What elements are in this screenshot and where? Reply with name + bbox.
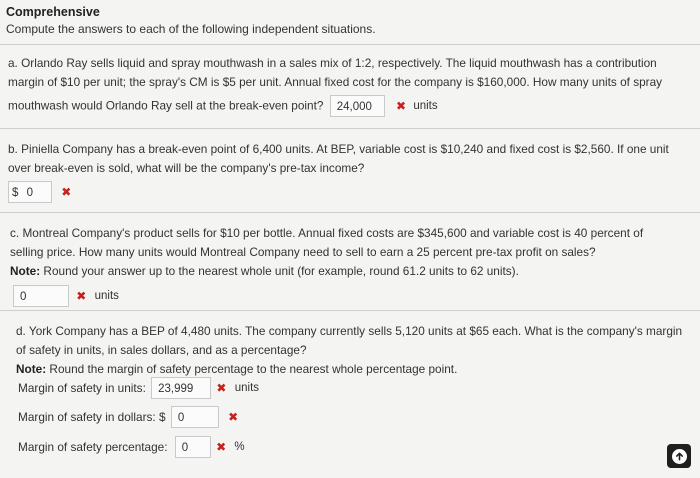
question-d-line: d. York Company has a BEP of 4,480 units. The company currently sells 5,120 units at $65 each. What is the company's margin <box>16 324 683 338</box>
question-c-answer-input[interactable]: 0 <box>13 285 69 307</box>
instructions-text: Compute the answers to each of the following independent situations. <box>6 22 376 36</box>
question-c-line: selling price. How many units would Montreal Company need to sell to earn a 25 percent pre-tax profit on sales? <box>10 245 596 259</box>
margin-units-label: Margin of safety in units: <box>18 381 146 395</box>
question-b-line: b. Piniella Company has a break-even point of 6,400 units. At BEP, variable cost is $10,240 and fixed cost is $2,560. If one unit <box>8 142 669 156</box>
question-a <box>8 54 662 117</box>
section-heading: Comprehensive <box>6 5 100 19</box>
question-a-answer-input[interactable]: 24,000 <box>330 95 385 117</box>
note-label: Note: <box>16 362 47 376</box>
question-d <box>16 322 682 379</box>
divider <box>0 310 700 311</box>
question-c-unit: units <box>94 289 119 302</box>
x-icon: ✖ <box>216 440 227 454</box>
question-d-line: of safety in units, in sales dollars, and as a percentage? <box>16 343 307 357</box>
question-c <box>10 224 643 307</box>
dollar-prefix: $ <box>12 187 19 199</box>
x-icon: ✖ <box>395 98 407 113</box>
divider <box>0 44 700 45</box>
margin-dollars-label: Margin of safety in dollars: $ <box>18 410 166 424</box>
question-b-answer-value: 0 <box>26 187 34 199</box>
arrow-up-icon <box>672 449 687 464</box>
x-icon: ✖ <box>216 381 227 395</box>
scroll-to-top-button[interactable] <box>667 444 691 468</box>
question-c-note <box>10 262 643 281</box>
divider <box>0 212 700 213</box>
question-a-unit: units <box>413 99 438 112</box>
question-b <box>8 140 669 203</box>
margin-dollars-row <box>18 406 238 428</box>
question-a-line: mouthwash would Orlando Ray sell at the break-even point? <box>8 98 324 113</box>
note-label: Note: <box>10 264 41 278</box>
x-icon: ✖ <box>76 288 87 303</box>
margin-percent-row <box>18 436 245 458</box>
question-a-line: margin of $10 per unit; the spray's CM is $5 per unit. Annual fixed cost for the company is $160,000. How many units of spray <box>8 75 663 89</box>
note-text: Round your answer up to the nearest whole unit (for example, round 61.2 units to 62 units). <box>40 264 519 278</box>
x-icon: ✖ <box>61 184 72 199</box>
question-c-line: c. Montreal Company's product sells for $10 per bottle. Annual fixed costs are $345,600 and variable cost is 40 percent of <box>10 226 644 240</box>
margin-percent-label: Margin of safety percentage: <box>18 440 168 454</box>
margin-percent-unit: % <box>234 441 245 453</box>
question-b-line: over break-even is sold, what will be the company's pre-tax income? <box>8 161 365 175</box>
question-b-answer-input[interactable] <box>8 181 52 203</box>
margin-units-row <box>18 377 259 399</box>
question-a-line: a. Orlando Ray sells liquid and spray mouthwash in a sales mix of 1:2, respectively. The liquid mouthwash has a contribution <box>8 56 657 70</box>
margin-dollars-input[interactable]: 0 <box>171 406 219 428</box>
note-text: Round the margin of safety percentage to the nearest whole percentage point. <box>46 362 458 376</box>
margin-percent-input[interactable]: 0 <box>175 436 211 458</box>
margin-units-unit: units <box>234 382 260 394</box>
divider <box>0 128 700 129</box>
x-icon: ✖ <box>228 410 239 424</box>
margin-units-input[interactable]: 23,999 <box>151 377 211 399</box>
